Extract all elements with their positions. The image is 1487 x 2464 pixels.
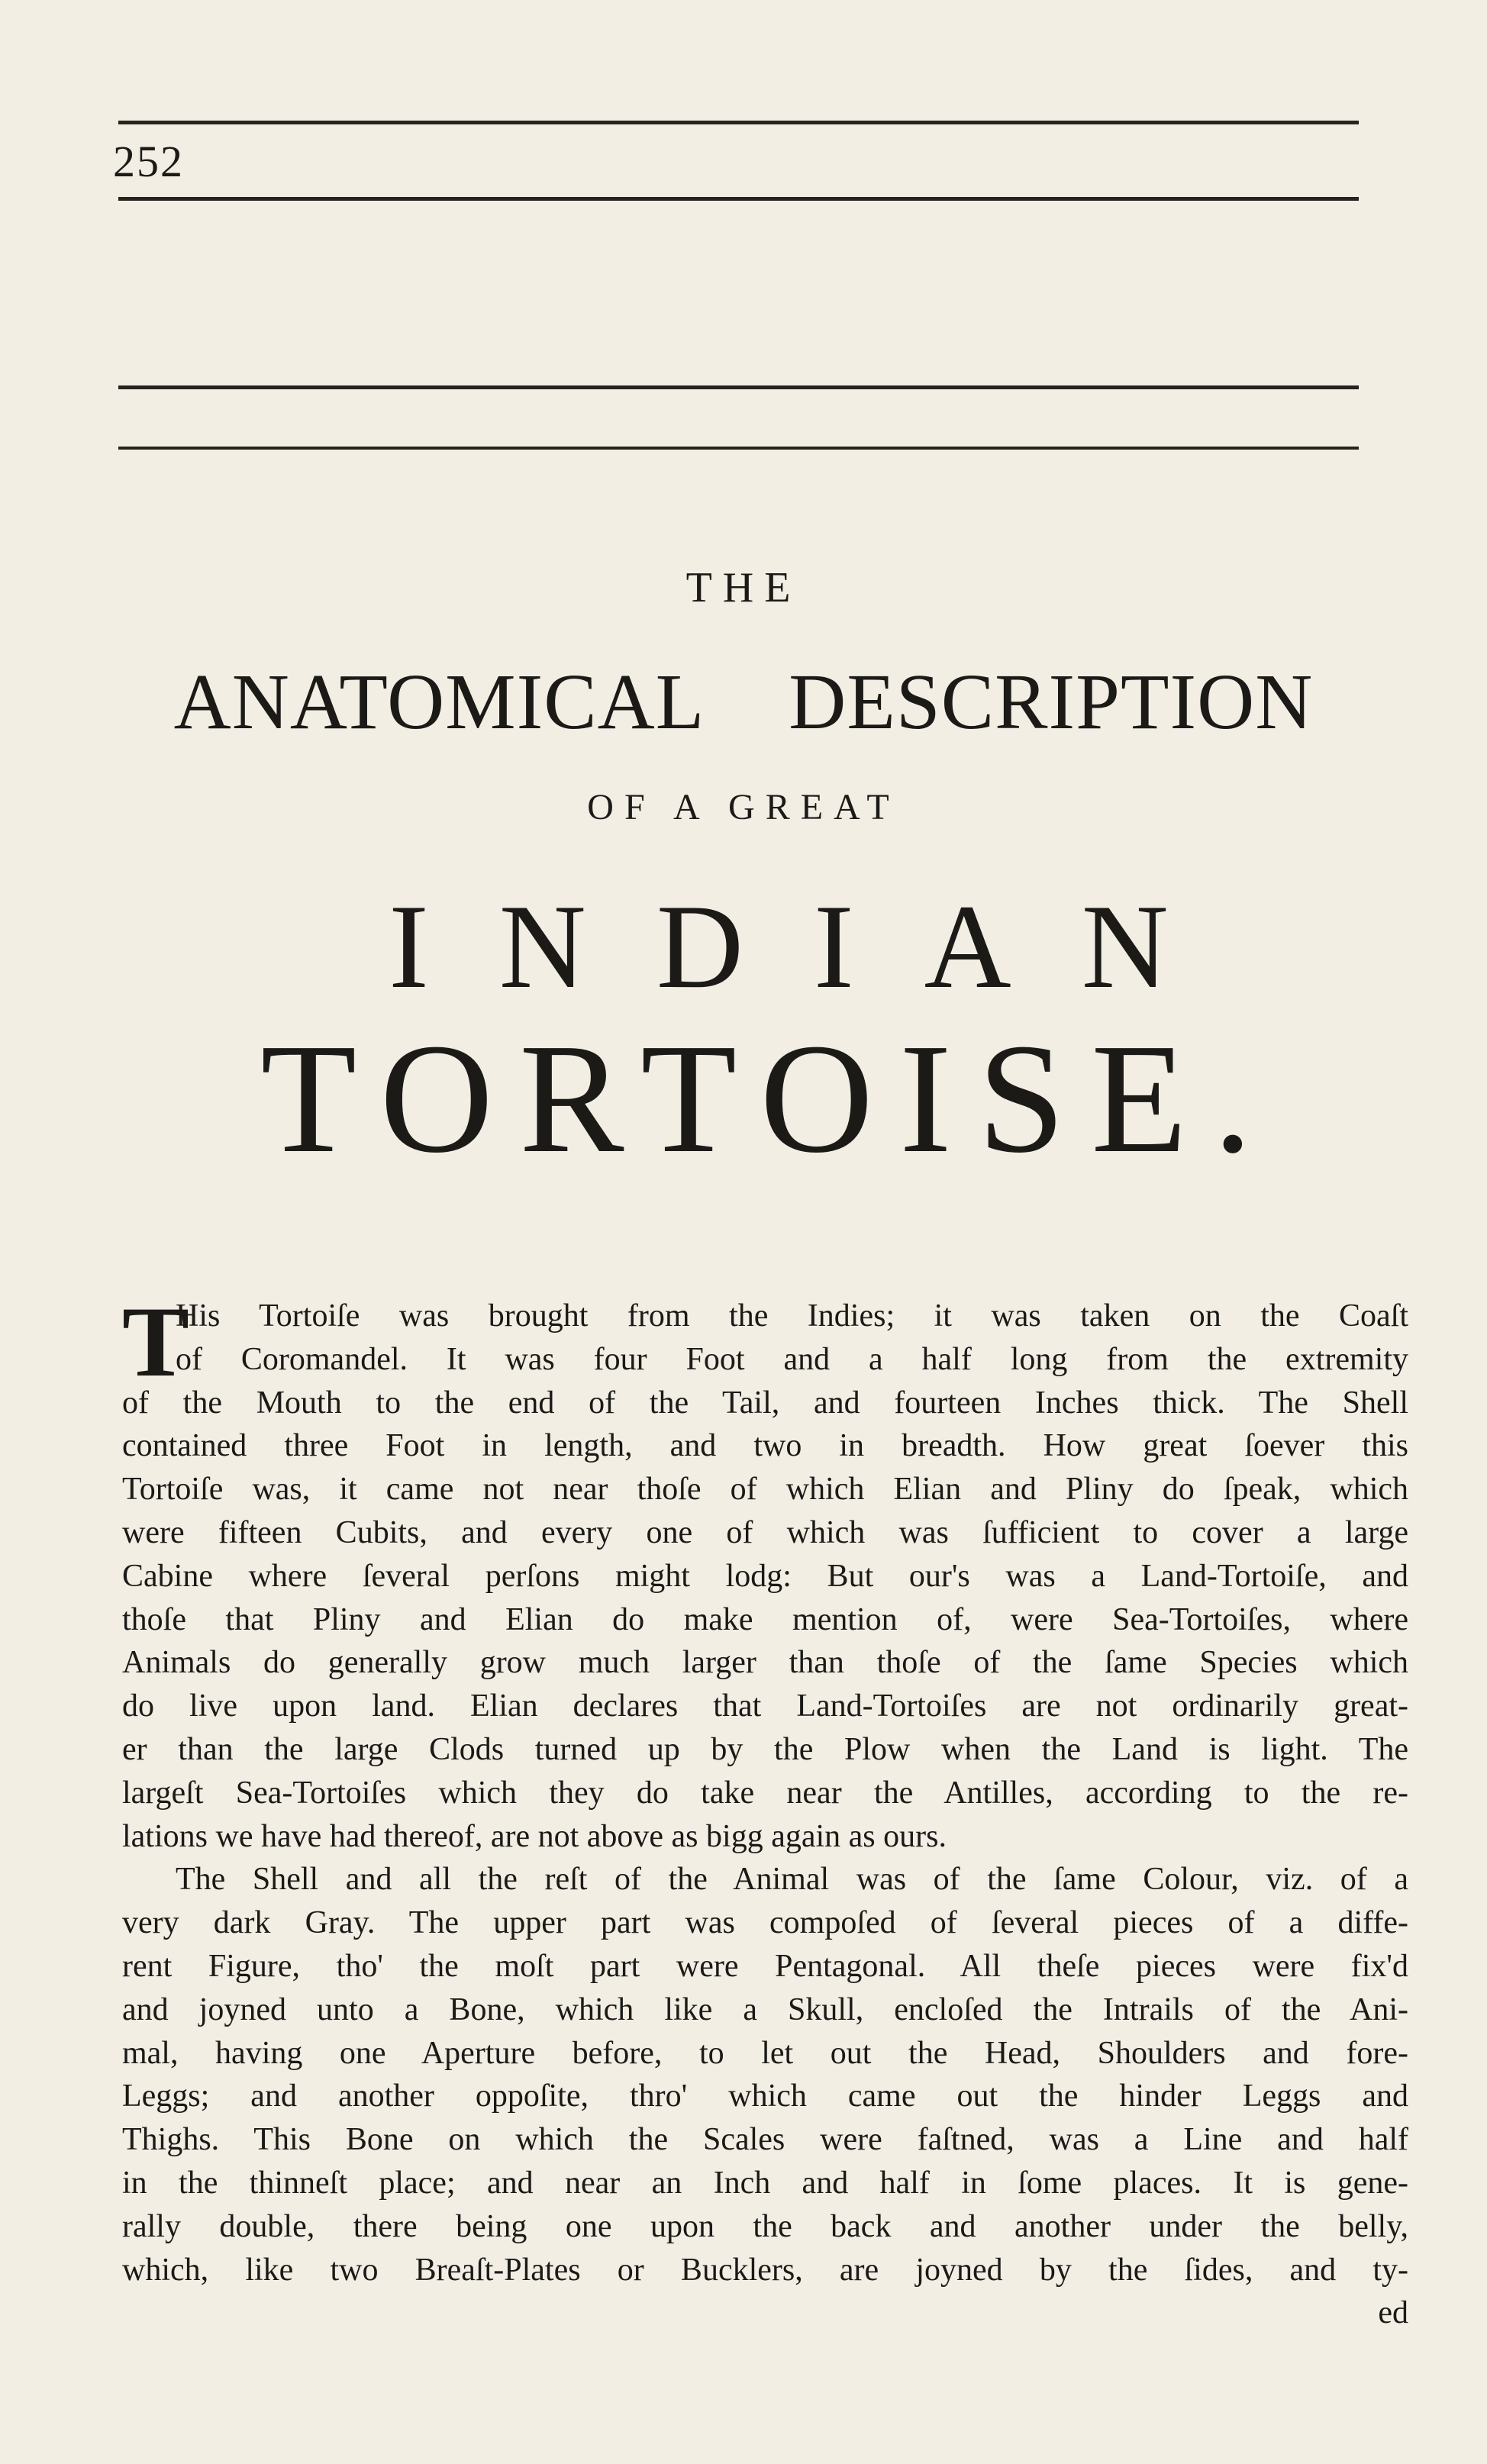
text-line: Animals do generally grow much larger than thoſe of the ſame Species which: [122, 1645, 1408, 1681]
header-rule: [118, 197, 1359, 201]
text-line: very dark Gray. The upper part was compoſed of ſeveral pieces of a diffe-: [122, 1905, 1408, 1941]
ornament-rule-lower: [118, 447, 1359, 450]
title-of-a-great: OF A GREAT: [587, 787, 900, 827]
text-line: thoſe that Pliny and Elian do make mention of, were Sea-Tortoiſes, where: [122, 1601, 1408, 1637]
text-line: The Shell and all the reſt of the Animal was of the ſame Colour, viz. of a: [176, 1862, 1408, 1898]
catchword: ed: [1378, 2295, 1408, 2331]
page-number: 252: [113, 137, 184, 186]
text-line: His Tortoiſe was brought from the Indies; it was taken on the Coaſt: [176, 1298, 1408, 1334]
text-line: Leggs; and another oppoſite, thro' which came out the hinder Leggs and: [122, 2079, 1408, 2114]
text-line: Thighs. This Bone on which the Scales were faſtned, was a Line and half: [122, 2122, 1408, 2158]
title-anatomical-description: [0, 656, 1487, 747]
body-text: [122, 1295, 1408, 2335]
text-line: of the Mouth to the end of the Tail, and fourteen Inches thick. The Shell: [122, 1385, 1408, 1421]
drop-cap: T: [122, 1285, 190, 1398]
text-line: lations we have had thereof, are not above as bigg again as ours.: [122, 1818, 947, 1854]
top-rule: [118, 121, 1359, 124]
text-line: Cabine where ſeveral perſons might lodg: But our's was a Land-Tortoiſe, and: [122, 1558, 1408, 1594]
title-the: THE: [685, 564, 802, 611]
text-line: do live upon land. Elian declares that Land-Tortoiſes are not ordinarily great-: [122, 1688, 1408, 1724]
text-line: in the thinneſt place; and near an Inch and half in ſome places. It is gene-: [122, 2165, 1408, 2201]
text-line: rally double, there being one upon the back and another under the belly,: [122, 2208, 1408, 2244]
title-tortoise: TORTOISE.: [260, 1011, 1279, 1185]
title-anatomical: ANATOMICAL: [173, 658, 705, 746]
text-line: contained three Foot in length, and two in breadth. How great ſoever this: [122, 1428, 1408, 1464]
text-line: largeſt Sea-Tortoiſes which they do take near the Antilles, according to the re-: [122, 1775, 1408, 1811]
text-line: Tortoiſe was, it came not near thoſe of which Elian and Pliny do ſpeak, which: [122, 1472, 1408, 1508]
text-line: of Coromandel. It was four Foot and a half long from the extremity: [176, 1341, 1408, 1377]
ornament-rule-upper: [118, 385, 1359, 389]
text-line: and joyned unto a Bone, which like a Skull, encloſed the Intrails of the Ani-: [122, 1992, 1408, 2027]
title-description: DESCRIPTION: [789, 658, 1314, 746]
text-line: were fifteen Cubits, and every one of which was ſufficient to cover a large: [122, 1514, 1408, 1550]
text-line: er than the large Clods turned up by the Plow when the Land is light. The: [122, 1731, 1408, 1767]
text-line: rent Figure, tho' the moſt part were Pentagonal. All theſe pieces were fix'd: [122, 1948, 1408, 1984]
text-line: which, like two Breaſt-Plates or Bucklers, are joyned by the ſides, and ty-: [122, 2252, 1408, 2288]
title-indian: INDIAN: [389, 880, 1239, 1014]
text-line: mal, having one Aperture before, to let out the Head, Shoulders and fore-: [122, 2035, 1408, 2071]
